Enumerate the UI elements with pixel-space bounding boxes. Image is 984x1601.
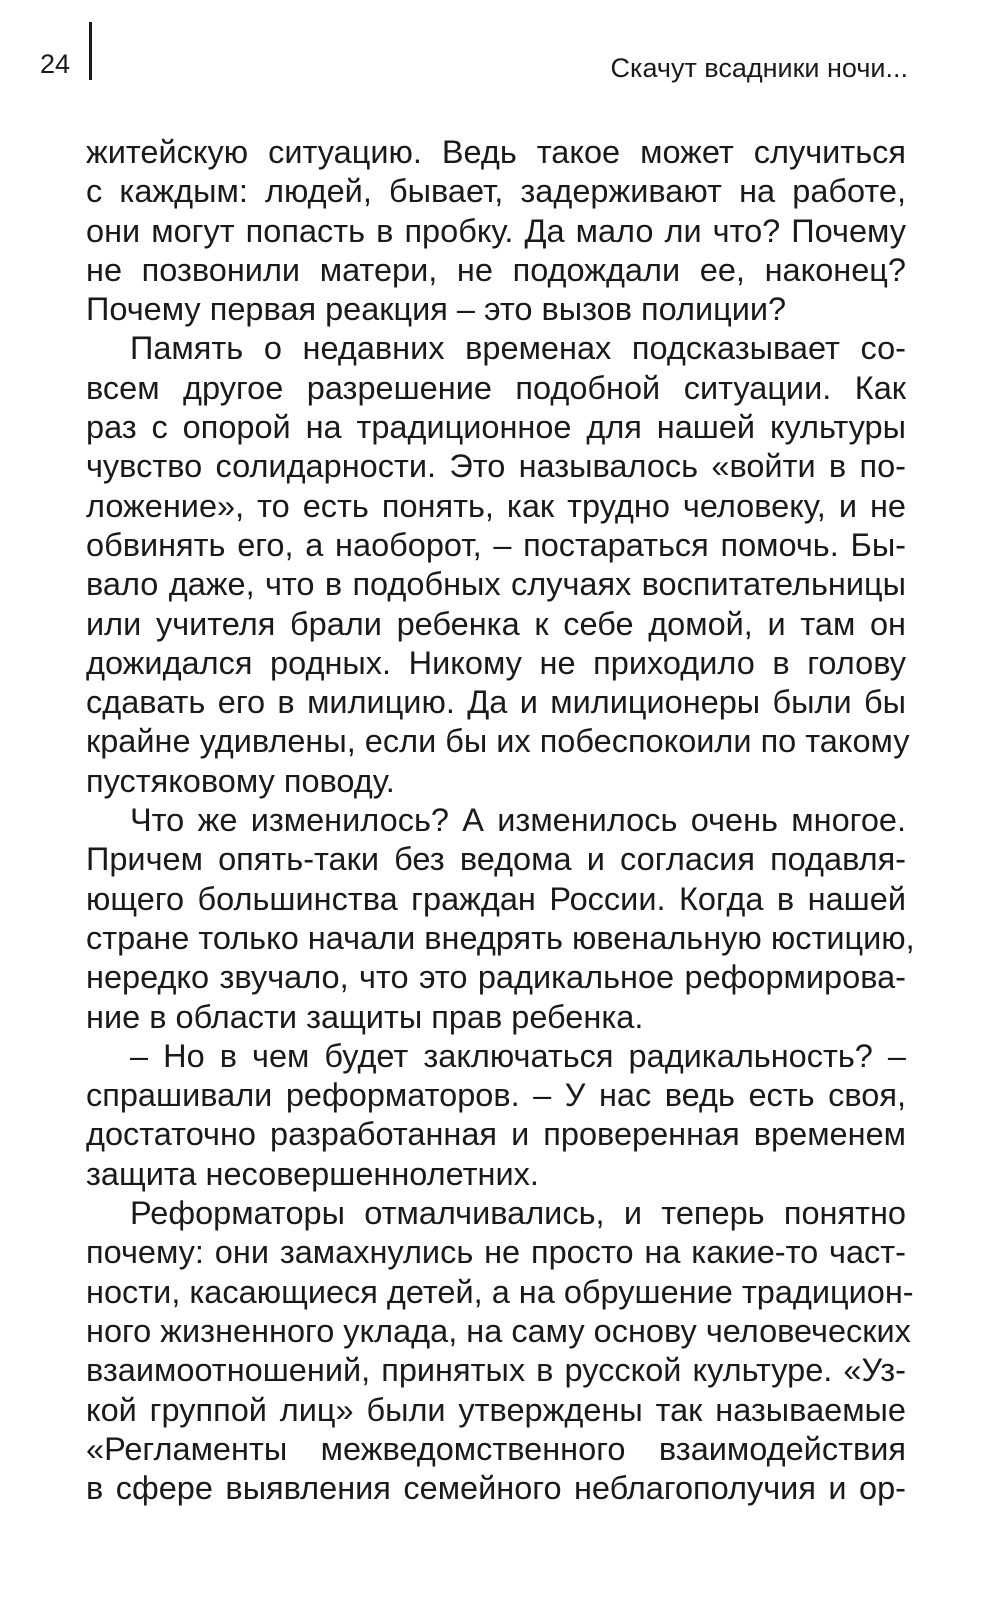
text-line: ющего большинства граждан России. Когда в нашей (86, 880, 906, 917)
text-line: обвинять его, а наоборот, – постараться помочь. Бы- (86, 526, 906, 563)
text-line: нередко звучало, что это радикальное реформирова- (86, 959, 906, 996)
text-line: достаточно разработанная и проверенная временем (86, 1116, 906, 1153)
text-line: защита несовершеннолетних. (86, 1155, 539, 1192)
text-line: «Регламенты межведомственного взаимодействия (86, 1430, 906, 1467)
text-line: Реформаторы отмалчивались, и теперь понятно (130, 1195, 906, 1232)
text-line: житейскую ситуацию. Ведь такое может случиться (86, 134, 906, 170)
text-line: крайне удивлены, если бы их побеспокоили по такому (86, 723, 910, 760)
text-line: почему: они замахнулись не просто на какие-то част- (86, 1234, 906, 1271)
text-line: ности, касающиеся детей, а на обрушение традицион- (86, 1273, 914, 1310)
text-line: взаимоотношений, принятых в русской культуре. «Уз- (86, 1352, 906, 1389)
text-line: – Но в чем будет заключаться радикальность? – (130, 1037, 906, 1074)
text-line: пустяковому поводу. (86, 762, 395, 799)
text-line: чувство солидарности. Это называлось «войти в по- (86, 448, 906, 485)
page-number: 24 (40, 49, 71, 79)
text-line: спрашивали реформаторов. – У нас ведь есть своя, (86, 1077, 906, 1114)
text-line: кой группой лиц» были утверждены так называемые (86, 1391, 906, 1428)
text-line: сдавать его в милицию. Да и милиционеры были бы (86, 684, 906, 721)
text-line: Причем опять-таки без ведома и согласия подавля- (86, 841, 906, 878)
text-line: Что же изменилось? А изменилось очень многое. (130, 802, 906, 839)
text-line: не позвонили матери, не подождали ее, наконец? (86, 251, 906, 288)
text-line: ного жизненного уклада, на саму основу человеческих (86, 1312, 911, 1349)
text-line: Почему первая реакция – это вызов полиции? (86, 291, 787, 328)
text-line: Память о недавних временах подсказывает со- (130, 330, 906, 367)
text-line: с каждым: людей, бывает, задерживают на работе, (86, 173, 906, 210)
text-line: или учителя брали ребенка к себе домой, и там он (86, 605, 906, 642)
header-divider (89, 22, 92, 80)
text-line: дожидался родных. Никому не приходило в голову (86, 644, 906, 681)
text-line: ние в области защиты прав ребенка. (86, 998, 644, 1035)
text-line: стране только начали внедрять ювенальную юстицию, (86, 919, 915, 956)
body-text (86, 133, 915, 1508)
text-line: ложение», то есть понять, как трудно человеку, и не (86, 487, 906, 524)
running-title: Скачут всадники ночи... (610, 53, 908, 83)
text-line: они могут попасть в пробку. Да мало ли что? Почему (86, 212, 906, 249)
page-header (40, 22, 908, 92)
text-line: в сфере выявления семейного неблагополучия и ор- (86, 1470, 906, 1507)
text-line: всем другое разрешение подобной ситуации. Как (86, 369, 906, 406)
text-line: раз с опорой на традиционное для нашей культуры (86, 409, 906, 446)
text-line: вало даже, что в подобных случаях воспитательницы (86, 566, 906, 603)
